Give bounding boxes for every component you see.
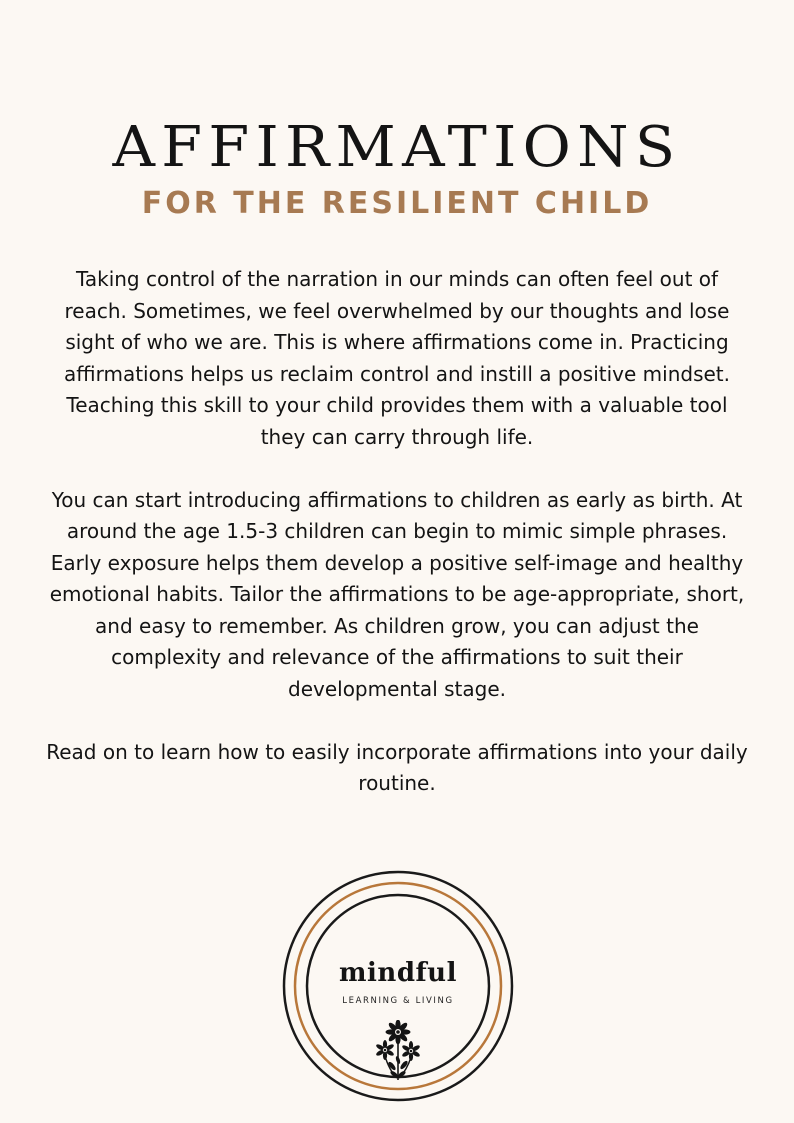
brand-logo — [282, 870, 514, 1102]
logo-tagline: LEARNING & LIVING — [342, 996, 454, 1006]
page-title: AFFIRMATIONS — [112, 115, 682, 180]
paragraph: Taking control of the narration in our minds can often feel out of reach. Sometimes, we feel overwhelmed by our thoughts and lose sight of who we are. This is where affirmations come in. Practicing affirmations helps us reclaim control and instill a positive mindset. Teaching this skill to your child provides them with a valuable tool they can carry through life. — [64, 267, 730, 449]
logo-name: mindful — [339, 958, 457, 988]
paragraph: You can start introducing affirmations to children as early as birth. At around the age 1.5-3 children can begin to mimic simple phrases. Early exposure helps them develop a positive self-image and healthy emotional habits. Tailor the affirmations to be age-appropriate, short, and easy to remember. As children grow, you can adjust the complexity and relevance of the affirmations to suit their developmental stage. — [49, 487, 745, 701]
body-text — [42, 264, 752, 831]
page-subtitle: FOR THE RESILIENT CHILD — [141, 186, 653, 221]
paragraph: Read on to learn how to easily incorporate affirmations into your daily routine. — [46, 739, 748, 795]
flower-icon — [375, 1020, 421, 1084]
